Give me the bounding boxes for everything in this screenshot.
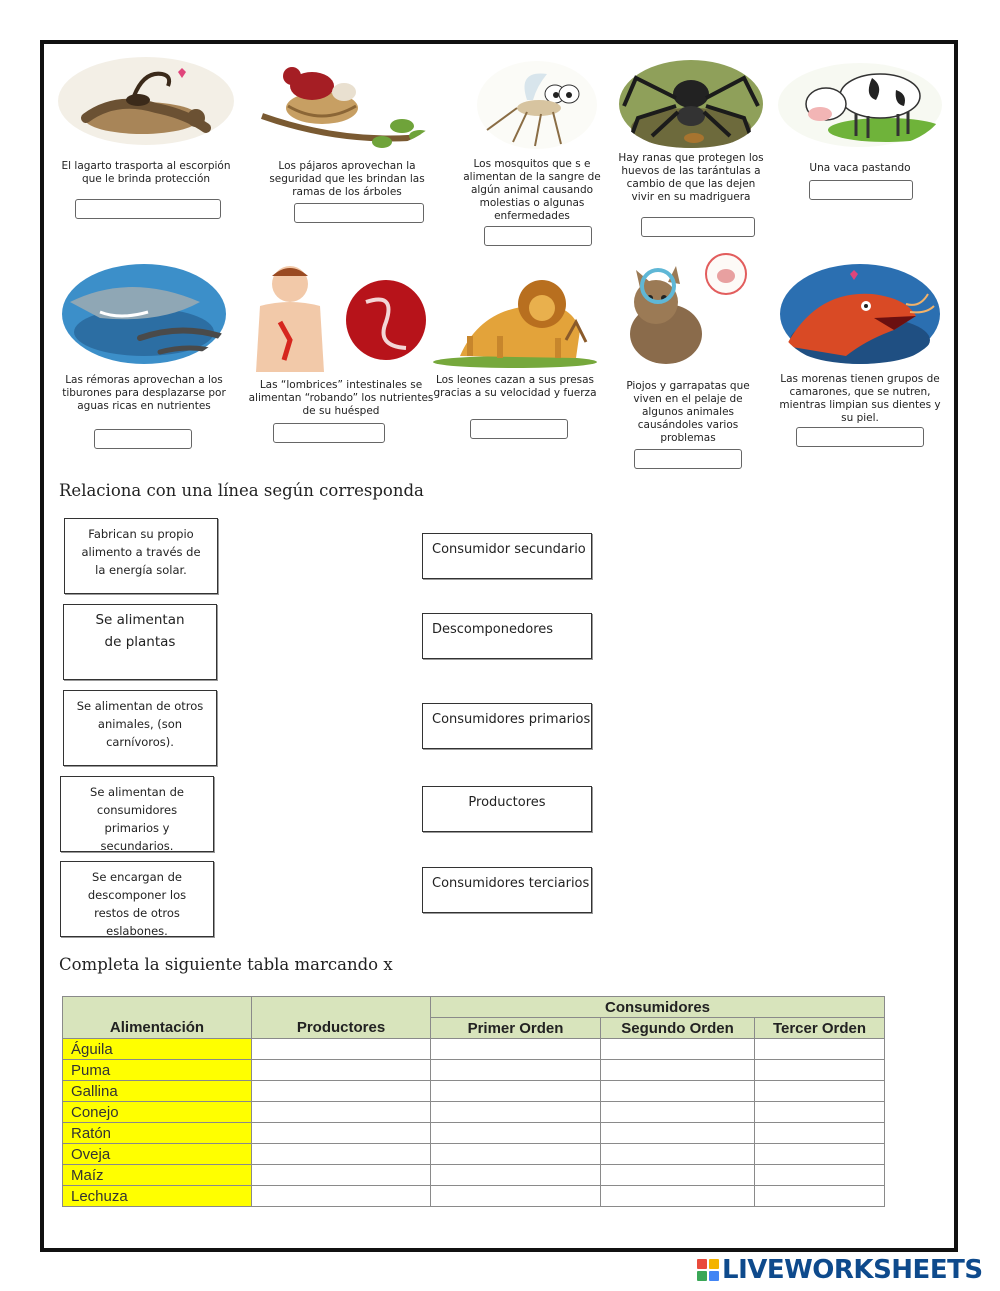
match-right-4[interactable]: Productores [422, 786, 592, 832]
shark-icon [60, 262, 228, 366]
table-cell[interactable] [431, 1186, 601, 1207]
card-caption: Hay ranas que protegen los huevos de las tarántulas a cambio de que las dejen vivir en su madriguera [618, 152, 764, 203]
table-cell[interactable] [252, 1186, 431, 1207]
tarantula-icon [616, 58, 766, 150]
table-cell[interactable] [755, 1186, 885, 1207]
table-row [63, 1102, 885, 1123]
card-caption: Las rémoras aprovechan a los tiburones para desplazarse por aguas ricas en nutrientes [62, 374, 226, 412]
table-row [63, 1144, 885, 1165]
card-worm [246, 262, 436, 432]
answer-input-6[interactable] [95, 433, 191, 451]
cow-icon [776, 60, 944, 150]
card-caption: El lagarto trasporta al escorpión que le brinda protección [61, 160, 231, 185]
col-primer-orden: Primer Orden [431, 1018, 601, 1039]
match-right-2[interactable]: Descomponedores [422, 613, 592, 659]
card-caption: Las morenas tienen grupos de camarones, que se nutren, mientras limpian sus dientes y su piel. [779, 373, 941, 424]
table-cell[interactable] [755, 1144, 885, 1165]
table-cell[interactable] [601, 1039, 755, 1060]
card-bird [252, 56, 442, 226]
table-cell[interactable] [601, 1186, 755, 1207]
moray-eel-icon [776, 260, 944, 368]
card-lion [430, 270, 600, 440]
table-cell[interactable] [601, 1144, 755, 1165]
table-cell[interactable] [601, 1081, 755, 1102]
card-caption: Una vaca pastando [809, 162, 911, 174]
table-heading: Completa la siguiente tabla marcando x [59, 955, 393, 974]
table-row [63, 1186, 885, 1207]
answer-box-4[interactable] [641, 217, 755, 237]
logo-squares-icon [697, 1259, 719, 1281]
answer-input-9[interactable] [635, 453, 741, 471]
answer-box-1[interactable] [75, 199, 221, 219]
row-label: Águila [63, 1039, 252, 1060]
match-left-1[interactable]: Fabrican su propio alimento a través de la energía solar. [64, 518, 218, 594]
lion-icon [430, 270, 600, 368]
answer-box-5[interactable] [809, 180, 913, 200]
match-left-2[interactable]: Se alimentan de plantas [63, 604, 217, 680]
table-cell[interactable] [755, 1081, 885, 1102]
answer-box-8[interactable] [470, 419, 568, 439]
row-label: Oveja [63, 1144, 252, 1165]
table-cell[interactable] [755, 1102, 885, 1123]
match-right-3[interactable]: Consumidores primarios [422, 703, 592, 749]
answer-input-4[interactable] [642, 221, 754, 239]
answer-box-6[interactable] [94, 429, 192, 449]
answer-input-8[interactable] [471, 423, 567, 441]
table-cell[interactable] [601, 1060, 755, 1081]
answer-input-10[interactable] [797, 431, 923, 449]
table-cell[interactable] [755, 1123, 885, 1144]
card-caption: Los pájaros aprovechan la seguridad que les brindan las ramas de los árboles [269, 160, 425, 198]
table-row [63, 1165, 885, 1186]
table-row [63, 1060, 885, 1081]
table-row [63, 1039, 885, 1060]
table-cell[interactable] [252, 1165, 431, 1186]
table-cell[interactable] [252, 1144, 431, 1165]
table-cell[interactable] [601, 1165, 755, 1186]
table-cell[interactable] [601, 1123, 755, 1144]
card-shark [60, 262, 228, 432]
card-cat [614, 252, 762, 452]
col-alimentacion: Alimentación [63, 997, 252, 1039]
answer-input-5[interactable] [810, 184, 912, 202]
col-productores: Productores [252, 997, 431, 1039]
card-mosquito [457, 60, 607, 230]
match-right-1[interactable]: Consumidor secundario [422, 533, 592, 579]
answer-box-10[interactable] [796, 427, 924, 447]
row-label: Maíz [63, 1165, 252, 1186]
table-cell[interactable] [431, 1060, 601, 1081]
table-cell[interactable] [431, 1039, 601, 1060]
table-cell[interactable] [252, 1039, 431, 1060]
match-left-3[interactable]: Se alimentan de otros animales, (son carnívoros). [63, 690, 217, 766]
mosquito-icon [457, 60, 607, 152]
answer-input-3[interactable] [485, 230, 591, 248]
col-consumidores: Consumidores [431, 997, 885, 1018]
table-cell[interactable] [252, 1123, 431, 1144]
cat-lice-icon [614, 252, 762, 368]
match-right-5[interactable]: Consumidores terciarios [422, 867, 592, 913]
table-cell[interactable] [252, 1081, 431, 1102]
table-cell[interactable] [431, 1081, 601, 1102]
match-left-4[interactable]: Se alimentan de consumidores primarios y secundarios. [60, 776, 214, 852]
card-caption: Los leones cazan a sus presas gracias a su velocidad y fuerza [433, 374, 597, 399]
lizard-scorpion-icon [56, 56, 236, 146]
row-label: Conejo [63, 1102, 252, 1123]
worm-icon [246, 262, 436, 374]
table-cell[interactable] [755, 1039, 885, 1060]
card-caption: Piojos y garrapatas que viven en el pelaje de algunos animales causándoles varios problemas [626, 380, 750, 444]
table-cell[interactable] [431, 1165, 601, 1186]
table-row [63, 1081, 885, 1102]
bird-nest-icon [252, 56, 442, 152]
card-caption: Las “lombrices” intestinales se alimentan “robando” los nutrientes de su huésped [248, 379, 434, 417]
row-label: Lechuza [63, 1186, 252, 1207]
answer-input-1[interactable] [76, 203, 220, 221]
col-tercer-orden: Tercer Orden [755, 1018, 885, 1039]
match-heading: Relaciona con una línea según corresponda [59, 481, 424, 500]
answer-input-2[interactable] [295, 207, 423, 225]
row-label: Gallina [63, 1081, 252, 1102]
col-segundo-orden: Segundo Orden [601, 1018, 755, 1039]
logo-text: LIVEWORKSHEETS [722, 1255, 983, 1285]
table-cell[interactable] [431, 1102, 601, 1123]
row-label: Puma [63, 1060, 252, 1081]
answer-box-2[interactable] [294, 203, 424, 223]
card-eel [776, 260, 944, 430]
match-left-5[interactable]: Se encargan de descomponer los restos de otros eslabones. [60, 861, 214, 937]
row-label: Ratón [63, 1123, 252, 1144]
table-cell[interactable] [755, 1165, 885, 1186]
card-caption: Los mosquitos que s e alimentan de la sangre de algún animal causando molestias o algunas enfermedades [463, 158, 601, 222]
table-cell[interactable] [431, 1144, 601, 1165]
table-cell[interactable] [755, 1060, 885, 1081]
table-cell[interactable] [252, 1102, 431, 1123]
answer-box-9[interactable] [634, 449, 742, 469]
table-row [63, 1123, 885, 1144]
card-tarantula [616, 58, 766, 238]
table-cell[interactable] [431, 1123, 601, 1144]
table-cell[interactable] [252, 1060, 431, 1081]
liveworksheets-logo[interactable] [697, 1256, 983, 1284]
answer-input-7[interactable] [274, 427, 384, 445]
answer-box-7[interactable] [273, 423, 385, 443]
table-cell[interactable] [601, 1102, 755, 1123]
answer-box-3[interactable] [484, 226, 592, 246]
feeding-table [62, 996, 885, 1207]
